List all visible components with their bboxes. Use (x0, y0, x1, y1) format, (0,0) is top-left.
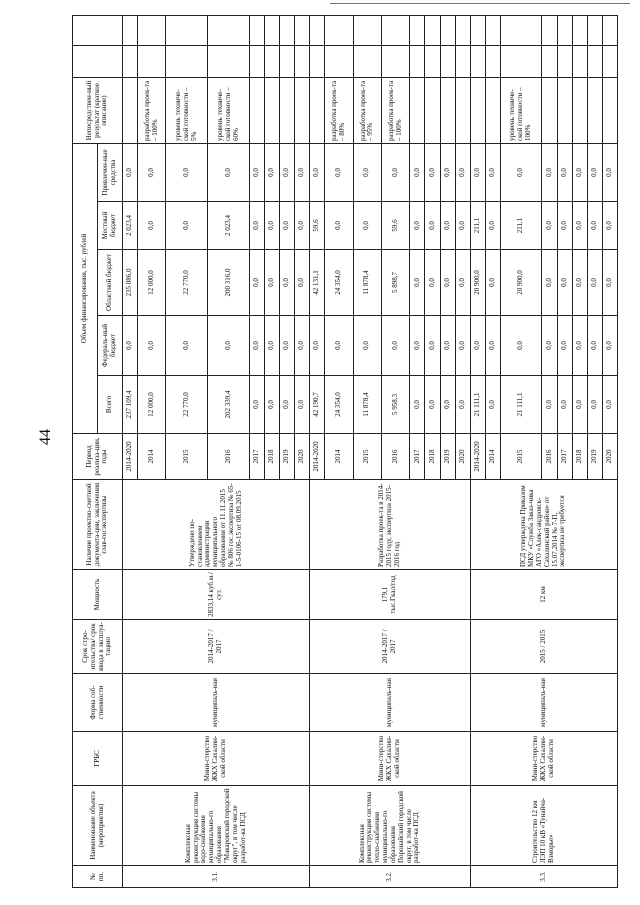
object-name: Комплексная реконструкция системы тепло-снабжения муниципально-го образования Поронайский городской округ, в том числе разработ-ка ПСД (310, 786, 470, 866)
total-cell: 22 770,0 (166, 376, 208, 434)
regional-cell: 20 900,0 (500, 250, 542, 316)
total-cell: 21 111,1 (500, 376, 542, 434)
result-cell: уровень техниче-ской готовности – 100% (500, 77, 542, 143)
local-cell: 0,0 (455, 202, 470, 250)
period-build-cell: 2014-2017 / 2017 (310, 620, 470, 674)
attracted-cell: 0,0 (325, 143, 353, 201)
period-cell: 2015 (353, 434, 381, 480)
period-cell: 2014-2020 (310, 434, 325, 480)
regional-cell: 0,0 (587, 250, 602, 316)
empty-cell (602, 15, 617, 45)
total-cell: 11 878,4 (353, 376, 381, 434)
result-cell: разработка проек-та – 80% (325, 77, 353, 143)
empty-cell (353, 45, 381, 77)
attracted-cell: 0,0 (485, 143, 500, 201)
empty-cell (295, 15, 310, 45)
result-cell (410, 77, 425, 143)
result-cell (280, 77, 295, 143)
local-cell: 0,0 (542, 202, 557, 250)
federal-cell: 0,0 (353, 316, 381, 376)
local-cell: 0,0 (425, 202, 440, 250)
page-number: 44 (37, 429, 54, 445)
local-cell: 0,0 (166, 202, 208, 250)
table-body (123, 15, 618, 887)
attracted-cell: 0,0 (602, 143, 617, 201)
attracted-cell: 0,0 (425, 143, 440, 201)
empty-cell (123, 15, 138, 45)
period-cell: 2019 (280, 434, 295, 480)
empty-cell (166, 45, 208, 77)
result-cell (602, 77, 617, 143)
federal-cell: 0,0 (587, 316, 602, 376)
empty-cell (249, 45, 264, 77)
header-result: Непосредствен-ный результат (краткое описание) (73, 77, 123, 143)
row-number: 3.2. (310, 866, 470, 888)
total-cell: 42 190,7 (310, 376, 325, 434)
header-psd: Наличие проектно-сметной документа-ции, заключения глав-госэкспертизы (73, 480, 123, 570)
empty-cell (470, 45, 485, 77)
empty-cell (557, 45, 572, 77)
regional-cell: 24 354,0 (325, 250, 353, 316)
total-cell: 237 109,4 (123, 376, 138, 434)
period-cell: 2016 (542, 434, 557, 480)
empty-cell (587, 15, 602, 45)
attracted-cell: 0,0 (166, 143, 208, 201)
total-cell: 0,0 (280, 376, 295, 434)
local-cell: 0,0 (280, 202, 295, 250)
local-cell: 0,0 (265, 202, 280, 250)
header-period-build: Срок стро-ительства/ срок ввода в эксплуа-тацию (73, 620, 123, 674)
regional-cell: 0,0 (557, 250, 572, 316)
empty-cell (325, 15, 353, 45)
result-cell (572, 77, 587, 143)
header-local: Местный бюджет (98, 202, 123, 250)
attracted-cell: 0,0 (295, 143, 310, 201)
grbs-cell: Мини-стерство ЖКХ Сахалин-ской области (123, 732, 310, 786)
local-cell: 59,6 (310, 202, 325, 250)
federal-cell: 0,0 (138, 316, 166, 376)
regional-cell: 0,0 (265, 250, 280, 316)
total-cell: 0,0 (602, 376, 617, 434)
local-cell: 0,0 (325, 202, 353, 250)
total-cell: 0,0 (410, 376, 425, 434)
regional-cell: 235 086,0 (123, 250, 138, 316)
attracted-cell: 0,0 (310, 143, 325, 201)
empty-cell (410, 15, 425, 45)
local-cell: 59,6 (382, 202, 410, 250)
result-cell (542, 77, 557, 143)
attracted-cell: 0,0 (138, 143, 166, 201)
period-cell: 2019 (440, 434, 455, 480)
local-cell: 0,0 (295, 202, 310, 250)
federal-cell: 0,0 (557, 316, 572, 376)
regional-cell: 42 131,1 (310, 250, 325, 316)
federal-cell: 0,0 (485, 316, 500, 376)
local-cell: 2 023,4 (208, 202, 250, 250)
empty-cell (500, 15, 542, 45)
empty-cell (440, 15, 455, 45)
period-cell: 2014-2020 (470, 434, 485, 480)
rotated-table-wrapper (72, 30, 618, 888)
top-rule (330, 3, 630, 4)
empty-cell (542, 45, 557, 77)
period-build-cell: 2014-2017 / 2017 (123, 620, 310, 674)
empty-cell (572, 45, 587, 77)
header-ownership: Форма соб-ственности (73, 674, 123, 732)
result-cell: разработка проек-та – 100% (382, 77, 410, 143)
local-cell: 0,0 (410, 202, 425, 250)
grbs-cell: Мини-стерство ЖКХ Сахалин-ской области (310, 732, 470, 786)
federal-cell: 0,0 (602, 316, 617, 376)
federal-cell: 0,0 (440, 316, 455, 376)
result-cell (310, 77, 325, 143)
attracted-cell: 0,0 (587, 143, 602, 201)
total-cell: 0,0 (557, 376, 572, 434)
federal-cell: 0,0 (470, 316, 485, 376)
period-cell: 2014 (325, 434, 353, 480)
local-cell: 0,0 (440, 202, 455, 250)
empty-cell (382, 45, 410, 77)
federal-cell: 0,0 (249, 316, 264, 376)
attracted-cell: 0,0 (500, 143, 542, 201)
empty-cell (325, 45, 353, 77)
federal-cell: 0,0 (410, 316, 425, 376)
period-cell: 2016 (382, 434, 410, 480)
attracted-cell: 0,0 (208, 143, 250, 201)
header-capacity: Мощность (73, 570, 123, 620)
attracted-cell: 0,0 (249, 143, 264, 201)
total-cell: 0,0 (295, 376, 310, 434)
regional-cell: 12 000,0 (138, 250, 166, 316)
empty-cell (410, 45, 425, 77)
regional-cell: 0,0 (410, 250, 425, 316)
empty-cell (425, 15, 440, 45)
total-cell: 202 339,4 (208, 376, 250, 434)
local-cell: 0,0 (572, 202, 587, 250)
result-cell: разработка проек-та – 100% (138, 77, 166, 143)
attracted-cell: 0,0 (265, 143, 280, 201)
total-cell: 0,0 (440, 376, 455, 434)
period-cell: 2015 (166, 434, 208, 480)
local-cell: 2 023,4 (123, 202, 138, 250)
attracted-cell: 0,0 (557, 143, 572, 201)
empty-cell (310, 15, 325, 45)
local-cell: 0,0 (557, 202, 572, 250)
result-cell (440, 77, 455, 143)
ownership-cell: муниципаль-ная (470, 674, 617, 732)
federal-cell: 0,0 (382, 316, 410, 376)
empty-cell (138, 45, 166, 77)
result-cell: уровень техниче-ской готовности – 5% (166, 77, 208, 143)
grbs-cell: Мини-стерство ЖКХ Сахалин-ской области (470, 732, 617, 786)
attracted-cell: 0,0 (280, 143, 295, 201)
period-build-cell: 2015 / 2015 (470, 620, 617, 674)
result-cell (557, 77, 572, 143)
total-cell: 0,0 (542, 376, 557, 434)
period-cell: 2014 (485, 434, 500, 480)
regional-cell: 0,0 (602, 250, 617, 316)
period-cell: 2020 (602, 434, 617, 480)
total-cell: 0,0 (425, 376, 440, 434)
empty-cell (602, 45, 617, 77)
federal-cell: 0,0 (295, 316, 310, 376)
result-cell (470, 77, 485, 143)
regional-cell: 0,0 (295, 250, 310, 316)
attracted-cell: 0,0 (470, 143, 485, 201)
empty-cell (353, 15, 381, 45)
regional-cell: 20 900,0 (470, 250, 485, 316)
empty-cell (249, 15, 264, 45)
empty-cell (470, 15, 485, 45)
federal-cell: 0,0 (572, 316, 587, 376)
federal-cell: 0,0 (542, 316, 557, 376)
period-cell: 2014 (138, 434, 166, 480)
period-cell: 2016 (208, 434, 250, 480)
regional-cell: 11 878,4 (353, 250, 381, 316)
regional-cell: 0,0 (542, 250, 557, 316)
period-cell: 2015 (500, 434, 542, 480)
empty-cell (587, 45, 602, 77)
regional-cell: 0,0 (425, 250, 440, 316)
period-cell: 2017 (410, 434, 425, 480)
empty-cell (280, 15, 295, 45)
empty-cell (455, 15, 470, 45)
attracted-cell: 0,0 (123, 143, 138, 201)
psd-cell: Утверждено по-становлением администрации муниципального образования от 11.11.2015 № 806 гос.экспертиза № 65-1-5-0106-15 от 08.09.2015 (123, 480, 310, 570)
attracted-cell: 0,0 (572, 143, 587, 201)
empty-cell (138, 15, 166, 45)
federal-cell: 0,0 (208, 316, 250, 376)
header-total: Всего (98, 376, 123, 434)
total-cell: 12 000,0 (138, 376, 166, 434)
federal-cell: 0,0 (425, 316, 440, 376)
total-cell: 0,0 (265, 376, 280, 434)
local-cell: 0,0 (602, 202, 617, 250)
result-cell: разработка проек-та – 95% (353, 77, 381, 143)
table-row (310, 15, 325, 887)
table-row (470, 15, 485, 887)
empty-cell (123, 45, 138, 77)
header-regional: Областной бюджет (98, 250, 123, 316)
result-cell (265, 77, 280, 143)
empty-cell (455, 45, 470, 77)
local-cell: 211,1 (470, 202, 485, 250)
financing-table (72, 15, 618, 888)
total-cell: 0,0 (455, 376, 470, 434)
header-period: Период реализа-ции, годы (73, 434, 123, 480)
total-cell: 0,0 (572, 376, 587, 434)
local-cell: 0,0 (485, 202, 500, 250)
period-cell: 2017 (557, 434, 572, 480)
empty-cell (265, 45, 280, 77)
attracted-cell: 0,0 (382, 143, 410, 201)
row-number: 3.3. (470, 866, 617, 888)
empty-cell (440, 45, 455, 77)
federal-cell: 0,0 (265, 316, 280, 376)
header-num: № пп. (73, 866, 123, 888)
federal-cell: 0,0 (500, 316, 542, 376)
regional-cell: 5 898,7 (382, 250, 410, 316)
period-cell: 2014-2020 (123, 434, 138, 480)
regional-cell: 0,0 (280, 250, 295, 316)
psd-cell: ПСД утверждена Приказом МКУ «Служба Заказ-чика АГО «Алек-сандровск-Сахалинский район» от 15.07.2014 № 7-П, экспертиза не требуется (470, 480, 617, 570)
regional-cell: 22 770,0 (166, 250, 208, 316)
attracted-cell: 0,0 (410, 143, 425, 201)
total-cell: 24 354,0 (325, 376, 353, 434)
total-cell: 21 111,1 (470, 376, 485, 434)
empty-cell (425, 45, 440, 77)
object-name: Строительство 12 км ЛЭП 10 кВ «Тунайча-Взморье» (470, 786, 617, 866)
local-cell: 0,0 (587, 202, 602, 250)
psd-cell: Разработка проек-та в 2014-2015 году, экспертиза 2015-2016 год (310, 480, 470, 570)
regional-cell: 200 316,0 (208, 250, 250, 316)
federal-cell: 0,0 (166, 316, 208, 376)
row-number: 3.1. (123, 866, 310, 888)
regional-cell: 0,0 (440, 250, 455, 316)
period-cell: 2018 (265, 434, 280, 480)
result-cell (123, 77, 138, 143)
federal-cell: 0,0 (455, 316, 470, 376)
regional-cell: 0,0 (455, 250, 470, 316)
capacity-cell: 12 км (470, 570, 617, 620)
period-cell: 2019 (587, 434, 602, 480)
regional-cell: 0,0 (249, 250, 264, 316)
period-cell: 2017 (249, 434, 264, 480)
period-cell: 2020 (295, 434, 310, 480)
result-cell (485, 77, 500, 143)
ownership-cell: муниципаль-ная (310, 674, 470, 732)
empty-cell (265, 15, 280, 45)
result-cell (587, 77, 602, 143)
capacity-cell: 179,1 тыс.Гкал/год (310, 570, 470, 620)
empty-cell (166, 15, 208, 45)
total-cell: 5 958,3 (382, 376, 410, 434)
result-cell (455, 77, 470, 143)
result-cell (295, 77, 310, 143)
empty-cell (485, 15, 500, 45)
table-row (123, 15, 138, 887)
empty-cell (557, 15, 572, 45)
federal-cell: 0,0 (280, 316, 295, 376)
local-cell: 0,0 (353, 202, 381, 250)
ownership-cell: муниципаль-ная (123, 674, 310, 732)
header-grbs: ГРБС (73, 732, 123, 786)
total-cell: 0,0 (249, 376, 264, 434)
period-cell: 2018 (425, 434, 440, 480)
empty-cell (572, 15, 587, 45)
period-cell: 2020 (455, 434, 470, 480)
regional-cell: 0,0 (485, 250, 500, 316)
empty-cell (485, 45, 500, 77)
federal-cell: 0,0 (310, 316, 325, 376)
result-cell (425, 77, 440, 143)
header-federal: Федераль-ный бюджет (98, 316, 123, 376)
table-header (73, 15, 123, 887)
header-extra-col (73, 15, 123, 45)
local-cell: 211,1 (500, 202, 542, 250)
empty-cell (280, 45, 295, 77)
object-name: Комплексная реконструкция системы водо-снабжения муниципально-го образования "Макаровский городской округ", в том числе разработ-ка ПСД (123, 786, 310, 866)
empty-cell (542, 15, 557, 45)
local-cell: 0,0 (138, 202, 166, 250)
regional-cell: 0,0 (572, 250, 587, 316)
capacity-cell: 2833,14 куб.м./сут. (123, 570, 310, 620)
federal-cell: 0,0 (123, 316, 138, 376)
header-extra-col (73, 45, 123, 77)
attracted-cell: 0,0 (353, 143, 381, 201)
empty-cell (500, 45, 542, 77)
total-cell: 0,0 (485, 376, 500, 434)
header-attracted: Привлечен-ные средства (98, 143, 123, 201)
result-cell: уровень техниче-ской готовности – 60% (208, 77, 250, 143)
local-cell: 0,0 (249, 202, 264, 250)
period-cell: 2018 (572, 434, 587, 480)
total-cell: 0,0 (587, 376, 602, 434)
federal-cell: 0,0 (325, 316, 353, 376)
empty-cell (295, 45, 310, 77)
empty-cell (382, 15, 410, 45)
empty-cell (208, 15, 250, 45)
header-name: Наименование объекта (мероприятия) (73, 786, 123, 866)
attracted-cell: 0,0 (542, 143, 557, 201)
empty-cell (208, 45, 250, 77)
result-cell (249, 77, 264, 143)
attracted-cell: 0,0 (455, 143, 470, 201)
header-funding: Объем финансирования, тыс. рублей (73, 143, 98, 433)
attracted-cell: 0,0 (440, 143, 455, 201)
empty-cell (310, 45, 325, 77)
